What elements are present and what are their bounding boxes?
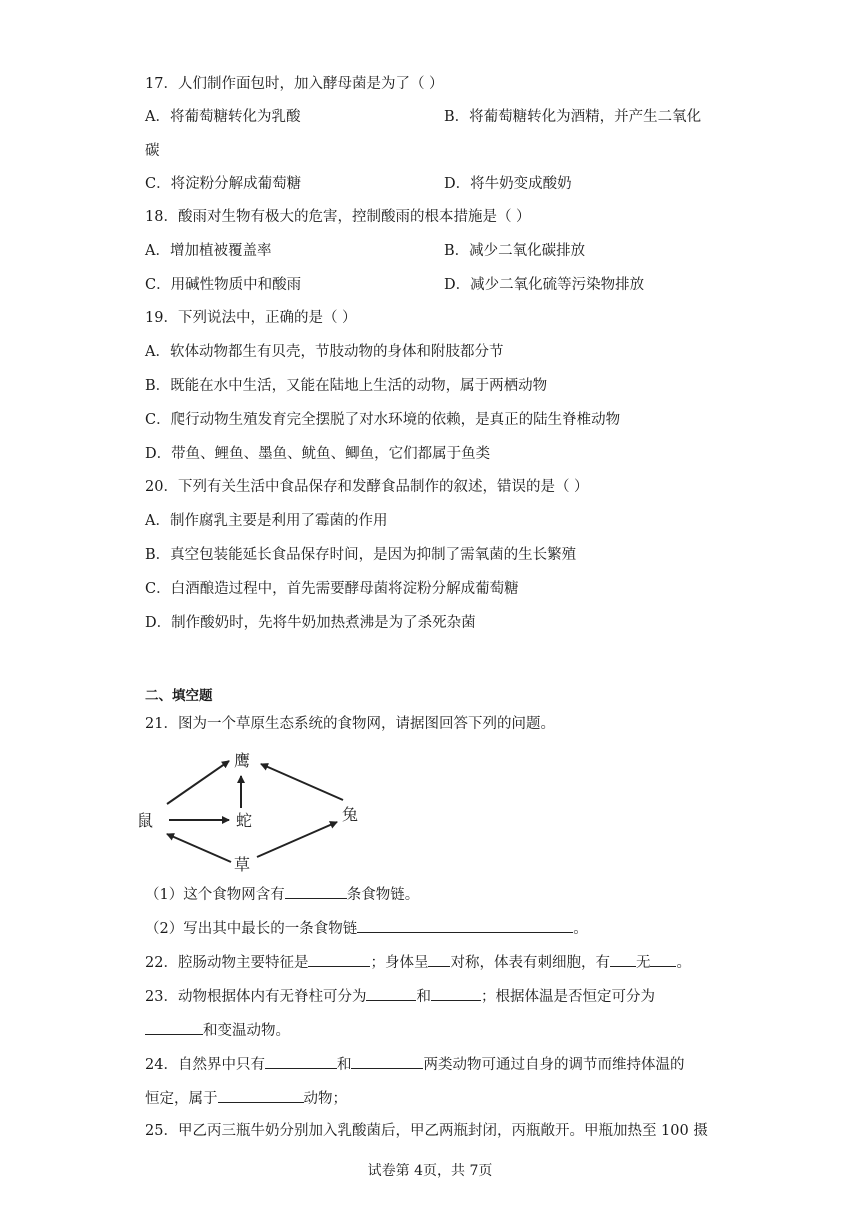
- q17-option-b-continued: 碳: [145, 143, 160, 159]
- q25-line-1: 25．甲乙丙三瓶牛奶分别加入乳酸菌后，甲乙两瓶封闭，丙瓶敞开。甲瓶加热至 100 摄: [145, 1123, 708, 1139]
- answer-blank[interactable]: [610, 951, 636, 967]
- q18-option-a: A．增加植被覆盖率: [145, 243, 272, 259]
- q24-text-5: 动物；: [303, 1091, 347, 1107]
- q18-option-b: B．减少二氧化碳排放: [444, 243, 586, 259]
- q18-option-c: C．用碱性物质中和酸雨: [145, 277, 302, 293]
- q20-option-b: B．真空包装能延长食品保存时间，是因为抑制了需氧菌的生长繁殖: [145, 547, 577, 563]
- q21-stem: 21．图为一个草原生态系统的食物网，请据图回答下列的问题。: [145, 716, 555, 732]
- q24-text-1: 24．自然界中只有: [145, 1057, 265, 1073]
- q21-part1-post: 条食物链。: [346, 887, 420, 903]
- q21-part2-pre: （2）写出其中最长的一条食物链: [145, 921, 358, 937]
- q22-line: [145, 951, 691, 973]
- arrow-grass-to-mouse: [167, 834, 231, 862]
- q21-part2-post: 。: [573, 921, 588, 937]
- q17-option-a: A．将葡萄糖转化为乳酸: [145, 109, 301, 125]
- node-eagle: 鹰: [234, 751, 251, 770]
- q24-line-2: [145, 1087, 347, 1109]
- node-grass: 草: [234, 855, 251, 874]
- q23-line-2: [145, 1019, 290, 1041]
- q20-option-d: D．制作酸奶时，先将牛奶加热煮沸是为了杀死杂菌: [145, 615, 476, 631]
- q19-option-b: B．既能在水中生活，又能在陆地上生活的动物，属于两栖动物: [145, 378, 548, 394]
- q22-text-2: ；身体呈: [370, 955, 429, 971]
- q23-text-4: 和变温动物。: [203, 1023, 290, 1039]
- answer-blank[interactable]: [351, 1053, 423, 1069]
- q17-option-c: C．将淀粉分解成葡萄糖: [145, 176, 302, 192]
- q20-option-a: A．制作腐乳主要是利用了霉菌的作用: [145, 513, 388, 529]
- answer-blank[interactable]: [428, 951, 450, 967]
- q23-text-1: 23．动物根据体内有无脊柱可分为: [145, 989, 367, 1005]
- q20-option-c: C．白酒酿造过程中，首先需要酵母菌将淀粉分解成葡萄糖: [145, 581, 519, 597]
- answer-blank[interactable]: [265, 1053, 337, 1069]
- answer-blank[interactable]: [145, 1019, 203, 1035]
- q21-part1: [145, 883, 419, 905]
- answer-blank[interactable]: [650, 951, 676, 967]
- arrow-rabbit-to-eagle: [261, 764, 343, 800]
- section-heading: 二、填空题: [145, 688, 213, 704]
- q22-text-5: 。: [676, 955, 691, 971]
- q19-option-d: D．带鱼、鲤鱼、墨鱼、鱿鱼、鲫鱼，它们都属于鱼类: [145, 446, 491, 462]
- q17-option-b: B．将葡萄糖转化为酒精，并产生二氧化: [444, 109, 702, 125]
- q22-text-3: 对称，体表有刺细胞，有: [450, 955, 610, 971]
- q23-text-2: 和: [416, 989, 431, 1005]
- q22-text-1: 22．腔肠动物主要特征是: [145, 955, 309, 971]
- q21-part2: [145, 917, 588, 939]
- q24-text-2: 和: [336, 1057, 352, 1073]
- q18-stem: 18．酸雨对生物有极大的危害，控制酸雨的根本措施是（ ）: [145, 209, 531, 225]
- answer-blank[interactable]: [431, 985, 481, 1001]
- node-mouse: 鼠: [137, 811, 154, 830]
- q23-line-1: [145, 985, 655, 1007]
- q24-text-4: 恒定，属于: [145, 1091, 218, 1107]
- answer-blank[interactable]: [218, 1087, 304, 1103]
- q24-text-3: 两类动物可通过自身的调节而维持体温的: [423, 1057, 685, 1073]
- node-snake: 蛇: [236, 811, 253, 830]
- q22-text-4: 无: [635, 955, 651, 971]
- q19-option-a: A．软体动物都生有贝壳，节肢动物的身体和附肢都分节: [145, 344, 504, 360]
- answer-blank[interactable]: [366, 985, 416, 1001]
- q20-stem: 20．下列有关生活中食品保存和发酵食品制作的叙述，错误的是（ ）: [145, 479, 589, 495]
- arrow-grass-to-rabbit: [257, 822, 337, 857]
- answer-blank[interactable]: [357, 917, 573, 933]
- q18-option-d: D．减少二氧化硫等污染物排放: [444, 277, 645, 293]
- q19-option-c: C．爬行动物生殖发育完全摆脱了对水环境的依赖，是真正的陆生脊椎动物: [145, 412, 621, 428]
- food-web-diagram: [135, 742, 365, 874]
- q24-line-1: [145, 1053, 684, 1075]
- q17-option-d: D．将牛奶变成酸奶: [444, 176, 572, 192]
- page-footer: 试卷第 4页，共 7页: [367, 1163, 493, 1179]
- q23-text-3: ；根据体温是否恒定可分为: [480, 989, 655, 1005]
- arrow-mouse-to-eagle: [167, 761, 229, 804]
- q17-stem: 17．人们制作面包时，加入酵母菌是为了（ ）: [145, 76, 444, 92]
- q19-stem: 19．下列说法中，正确的是（ ）: [145, 310, 357, 326]
- answer-blank[interactable]: [308, 951, 370, 967]
- node-rabbit: 兔: [342, 805, 359, 824]
- answer-blank[interactable]: [285, 883, 347, 899]
- q21-part1-pre: （1）这个食物网含有: [145, 887, 285, 903]
